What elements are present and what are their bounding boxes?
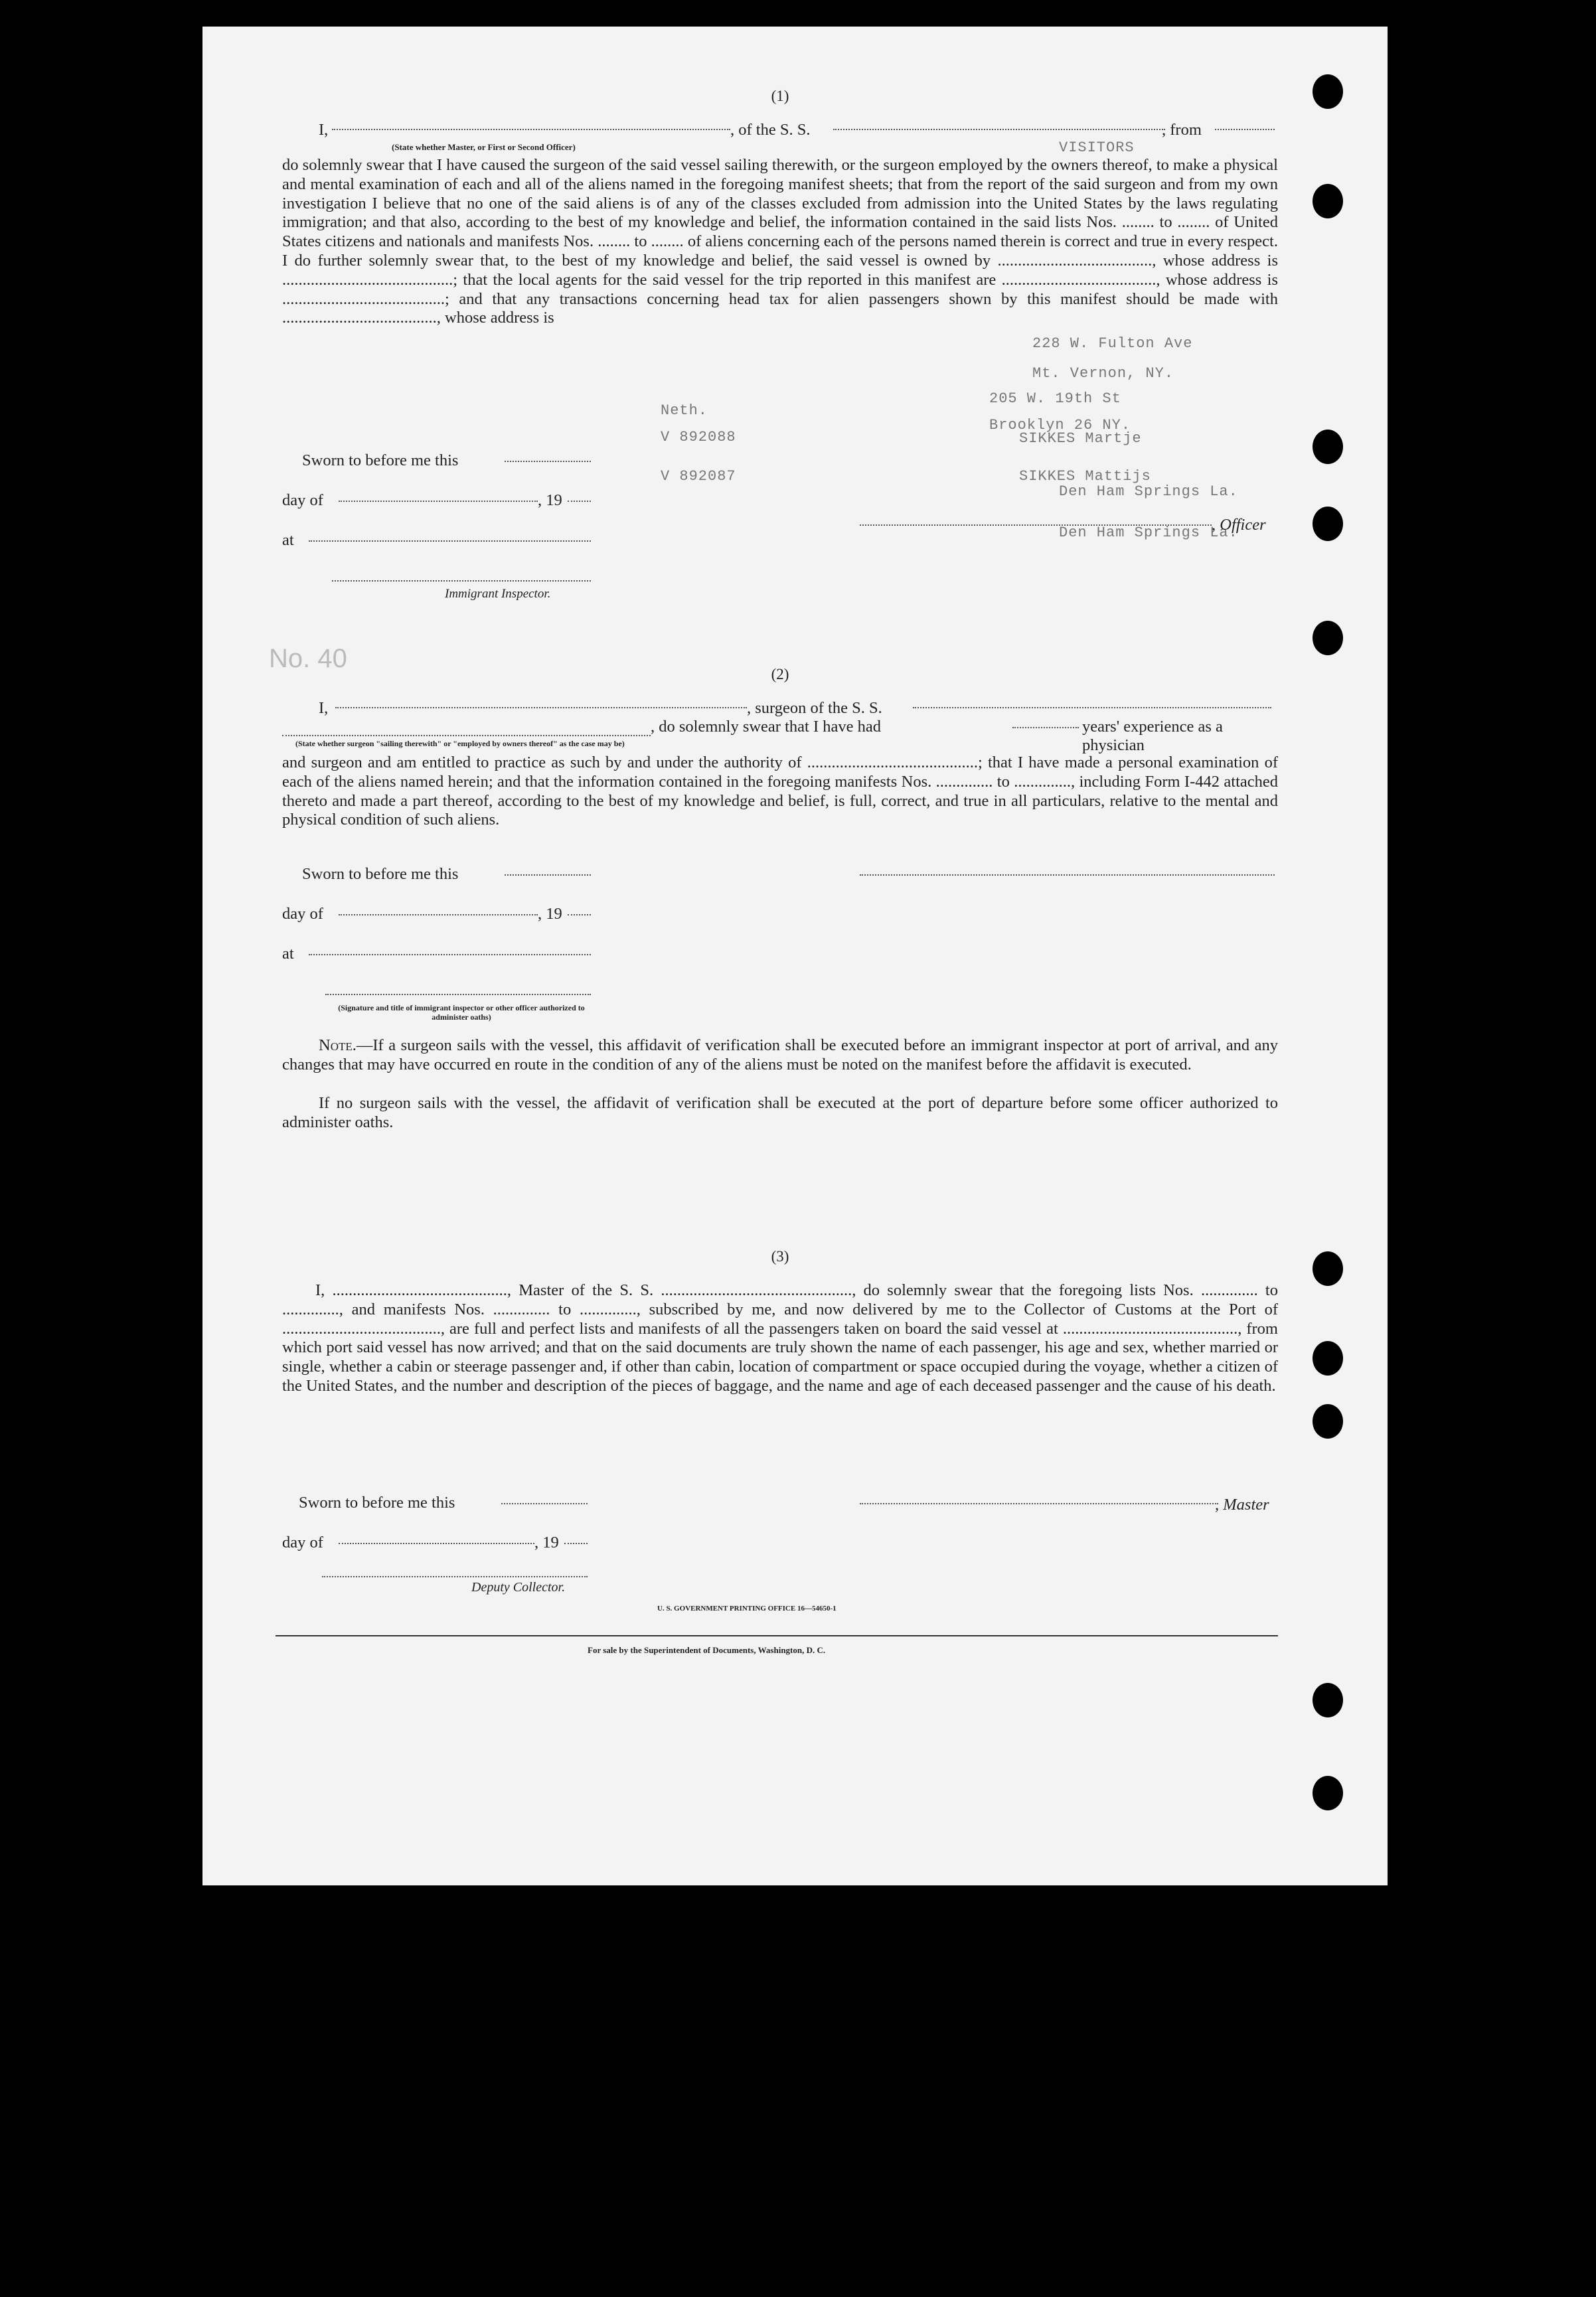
sworn-date-field[interactable]	[501, 1503, 588, 1504]
bleed-nation: Neth.	[661, 402, 708, 419]
punch-hole	[1313, 507, 1343, 541]
year-label: , 19	[538, 905, 562, 923]
ship-name-field[interactable]	[833, 129, 1165, 130]
note-text: —If a surgeon sails with the vessel, this affidavit of verification shall be executed before an immigrant inspector at port of arrival, and any changes that may have occurred en route in the condition of any of the aliens must be noted on the manifest before the affidavit is executed.	[282, 1036, 1278, 1073]
note-paragraph	[282, 1036, 1278, 1075]
year-label: , 19	[534, 1534, 559, 1551]
punch-hole	[1313, 74, 1343, 109]
punch-hole	[1313, 621, 1343, 655]
master-signature-field[interactable]	[860, 1503, 1218, 1504]
section-number: (1)	[771, 88, 789, 104]
at-label: at	[282, 531, 294, 549]
sworn-date-field[interactable]	[505, 461, 591, 462]
master-paragraph: I, ..........................................., Master of the S. S. ..............................................., do solemnly swear that the foregoing lists Nos. .............. to .............., and manifests Nos. .............. to .............., subscribed by me, and now delivered by me to the Collector of Customs at the Port of ......................................., are full and perfect lists and manifests of all the passengers taken on board the said vessel at ..........................................., from which port said vessel has now arrived; and that on the said documents are truly shown the name of each passenger, his age and sex, whether married or single, whether a cabin or steerage passenger and, if other than cabin, location of compartment or space occupied during the voyage, whether a citizen of the United States, and the number and description of the pieces of baggage, and the name and age of each deceased passenger and the cause of his death.	[282, 1281, 1278, 1395]
sworn-date-field[interactable]	[505, 874, 591, 876]
bleed-address2: Mt. Vernon, NY.	[1032, 365, 1174, 382]
collector-signature-field[interactable]	[322, 1576, 588, 1577]
officer-signature-field[interactable]	[860, 524, 1212, 526]
bleed-place2: Den Ham Springs La.	[1059, 524, 1238, 541]
signature-note: (Signature and title of immigrant inspector or other officer authorized to administer oaths)	[338, 1003, 585, 1022]
punch-hole	[1313, 184, 1343, 218]
bleed-name2: SIKKES Mattijs	[1019, 468, 1151, 485]
surgeon-status-field[interactable]	[282, 726, 651, 736]
surgeon-note: (State whether surgeon "sailing therewith" or "employed by owners thereof" as the case may be)	[295, 739, 625, 748]
section-number: (3)	[771, 1248, 789, 1265]
bleed-number1: V 892088	[661, 429, 736, 445]
manifest-page	[202, 27, 1388, 1885]
bleed-number2: V 892087	[661, 468, 736, 485]
year-field[interactable]	[564, 1543, 588, 1544]
bleed-name1: SIKKES Martje	[1019, 430, 1142, 447]
year-label: , 19	[538, 491, 562, 509]
from-port-field[interactable]	[1215, 129, 1275, 130]
master-label: , Master	[1215, 1496, 1269, 1514]
footer-rule	[276, 1635, 1278, 1636]
punch-hole	[1313, 1776, 1343, 1810]
punch-hole	[1313, 1404, 1343, 1439]
day-of-field[interactable]	[339, 1543, 534, 1544]
from-label: , from	[1162, 121, 1202, 139]
sworn-label: Sworn to before me this	[299, 1494, 455, 1512]
for-sale-note: For sale by the Superintendent of Documents, Washington, D. C.	[588, 1645, 826, 1655]
sworn-label: Sworn to before me this	[302, 451, 459, 469]
punch-hole	[1313, 430, 1343, 464]
day-of-label: day of	[282, 491, 323, 509]
surgeon-label: , surgeon of the S. S.	[747, 699, 882, 717]
note-paragraph-2: If no surgeon sails with the vessel, the affidavit of verification shall be executed at the port of departure before some officer authorized to administer oaths.	[282, 1094, 1278, 1131]
bleed-address4: Brooklyn 26 NY.	[989, 417, 1131, 434]
punch-hole	[1313, 1251, 1343, 1286]
bleed-address3: 205 W. 19th St	[989, 390, 1121, 407]
surgeon-paragraph: and surgeon and am entitled to practice as such by and under the authority of ..........................................; that I have made a personal examination of each of the aliens named herein; and that the information contained in the foregoing manifests Nos. .............. to .............., including Form I-442 attached thereto and made a part thereof, according to the best of my knowledge and belief, is full, correct, and true in all particulars, relative to the mental and physical condition of such aliens.	[282, 753, 1278, 829]
surgeon-ship-field[interactable]	[913, 707, 1271, 708]
officer-rank-field[interactable]	[332, 129, 730, 130]
at-field[interactable]	[309, 540, 591, 542]
at-field[interactable]	[309, 954, 591, 955]
section-number: (2)	[771, 666, 789, 682]
ship-label: , of the S. S.	[730, 121, 811, 139]
day-of-label: day of	[282, 905, 323, 923]
section-1	[282, 88, 1278, 605]
collector-label: Deputy Collector.	[471, 1580, 566, 1595]
punch-hole	[1313, 1683, 1343, 1717]
bleed-stamp: No. 40	[269, 644, 347, 673]
day-of-field[interactable]	[339, 501, 538, 502]
inspector-signature-field[interactable]	[325, 994, 591, 995]
oath-paragraph: do solemnly swear that I have caused the surgeon of the said vessel sailing therewith, or the surgeon employed by the owners thereof, to make a physical and mental examination of each and all of the aliens named in the foregoing manifest sheets; that from the report of the said surgeon and from my own investigation I believe that no one of the said aliens is of any of the classes excluded from admission into the United States by the laws regulating immigration; and that also, according to the best of my knowledge and belief, the information contained in the said lists Nos. ........ to ........ of United States citizens and nationals and manifests Nos. ........ to ........ of aliens concerning each of the persons named therein is correct and true in every respect. I do further solemnly swear that, to the best of my knowledge and belief, the said vessel is owned by ......................................, whose address is ..........................................; that the local agents for the said vessel for the trip reported in this manifest are ......................................, whose address is ........................................; and that any transactions concerning head tax for alien passengers shown by this manifest should be made with ......................................, whose address is	[282, 156, 1278, 327]
physician-label: years' experience as a physician	[1082, 718, 1223, 754]
swear-label: , do solemnly swear that I have had	[651, 718, 881, 736]
bleed-place1: Den Ham Springs La.	[1059, 483, 1238, 500]
section-3	[282, 1248, 1278, 1620]
bleed-address1: 228 W. Fulton Ave	[1032, 335, 1193, 352]
section-2	[282, 666, 1278, 1197]
sworn-label: Sworn to before me this	[302, 865, 459, 883]
inspector-signature-field[interactable]	[332, 580, 591, 582]
inspector-label: Immigrant Inspector.	[445, 587, 551, 601]
at-label: at	[282, 945, 294, 963]
day-of-label: day of	[282, 1534, 323, 1551]
printing-office: U. S. GOVERNMENT PRINTING OFFICE 16—54650-1	[657, 1605, 837, 1613]
year-field[interactable]	[568, 501, 591, 502]
year-field[interactable]	[568, 914, 591, 915]
line-prefix: I,	[319, 121, 329, 139]
years-field[interactable]	[1012, 727, 1079, 728]
punch-hole	[1313, 1341, 1343, 1376]
line-prefix: I,	[319, 699, 329, 717]
officer-label: , Officer	[1212, 516, 1266, 534]
surgeon-signature-field[interactable]	[860, 874, 1275, 876]
bleed-visitors: VISITORS	[1059, 139, 1135, 156]
day-of-field[interactable]	[339, 914, 538, 915]
surgeon-name-field[interactable]	[335, 707, 747, 708]
note-label: Note.	[319, 1036, 357, 1054]
officer-note: (State whether Master, or First or Second Officer)	[392, 142, 576, 152]
